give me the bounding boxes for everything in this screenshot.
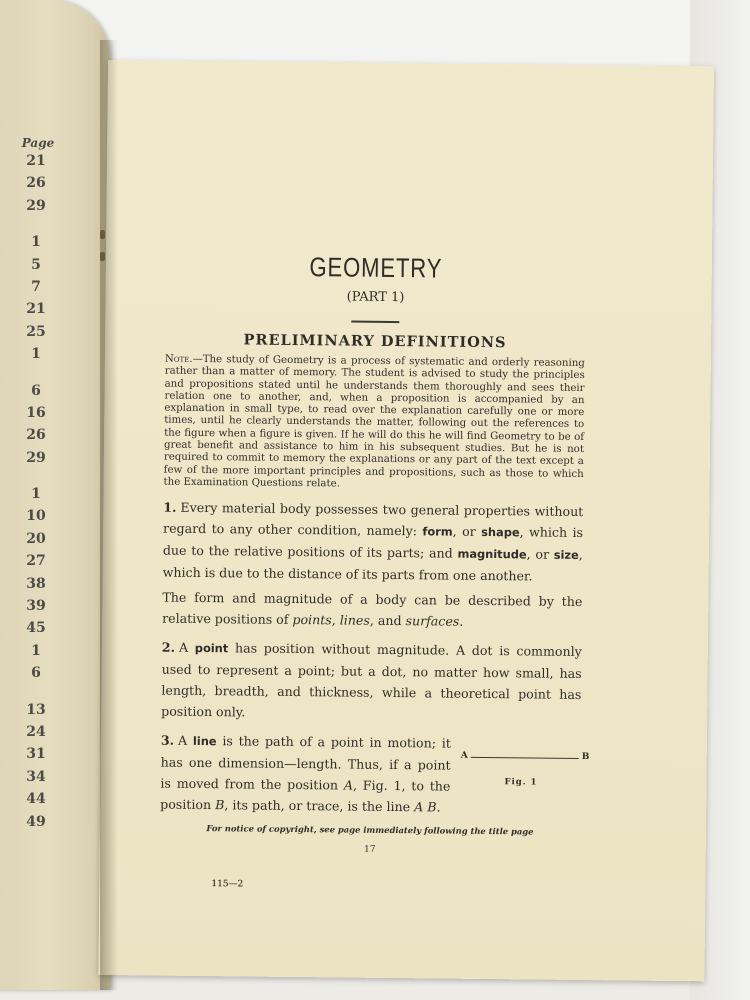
definition-1-continued [162,587,582,633]
page-number: 38 [26,575,46,592]
text: , or [526,546,554,562]
term-shape: shape [481,525,520,540]
text: The form and magnitude of a body can be described by the relative positions of [162,589,583,628]
term-lines: lines [339,612,370,629]
page-number-gap [14,366,58,380]
copyright-notice: For notice of copyright, see page immediately following the title page [206,823,534,837]
figure-label-a: A [460,750,468,762]
note-paragraph [164,354,585,494]
point-a-ref: A [343,777,354,793]
page-number: 49 [26,813,46,830]
text: , its path, or trace, is the line [224,797,415,815]
page-number: 7 [31,278,41,295]
figure-1 [460,751,589,802]
definition-3-number: 3. [160,732,175,748]
text: A [178,640,195,656]
page-number: 39 [26,598,46,615]
definition-1-number: 1. [163,499,177,516]
definition-2-number: 2. [161,639,176,655]
page-number: 26 [26,427,46,444]
signature-mark: 115—2 [211,879,244,890]
right-page [98,60,714,981]
page-subtitle: (PART 1) [346,289,405,306]
page-number: 29 [26,449,46,466]
page-number: 10 [26,508,46,525]
term-magnitude: magnitude [457,546,527,562]
text: . [436,799,441,815]
page-number: 1 [31,486,41,503]
left-page-numbers [14,136,58,833]
figure-line-ab [471,757,579,759]
term-points: points [292,612,332,628]
line-ab-ref: A B [414,799,437,815]
page-number: 6 [31,382,41,399]
binding-thread [100,252,105,261]
text: , which is due to the relative positions of its parts; and [162,524,584,561]
text: , [331,612,340,628]
text: , which is due to the distance of its parts from one another. [162,547,583,584]
section-heading: PRELIMINARY DEFINITIONS [243,331,507,352]
page-number-gap [14,685,58,699]
term-size: size [553,547,579,563]
page-number: 44 [26,791,46,808]
page-number: 1 [31,642,41,659]
page-number: 13 [26,701,46,718]
text: A [177,733,194,749]
page-number: 21 [26,301,46,318]
page-number: 27 [26,553,46,570]
term-form: form [422,524,453,539]
page-content [160,251,590,858]
page-number: 16 [26,404,46,421]
text: has position without magnitude. A dot is commonly used to represent a point; but a dot, no matter how small, has length, breadth, and thickness, while a theoretical point has position only. [161,640,582,720]
page-number: 26 [26,175,46,192]
book-gutter [100,40,118,990]
definition-1 [163,497,584,587]
note-text: —The study of Geometry is a process of systematic and orderly reasoning rather than a matter of memory. The student is advised to study the principles and propositions stated until he understands them thoroughly and sees their relation one to another, and, when a proposition is accompanied by an explanation in small type, to read over the explanation carefully one or more times, until he clearly understands the matter, following out the references to the figure when a figure is given. If he will do this he will find Geometry to be of great benefit and assistance to him in his subsequent studies. But he is not required to commit to memory the explanations or any part of the text except a few of the more important principles and propositions, such as those to which the Examination Questions relate. [163,353,585,490]
page-folio: 17 [363,844,376,856]
term-line: line [192,734,217,749]
page-number: 34 [26,768,46,785]
page-number: 5 [31,256,41,273]
page-number: 25 [26,323,46,340]
page-number: 1 [31,346,41,363]
page-number: 20 [26,530,46,547]
definition-3 [160,730,451,818]
figure-caption: Fig. 1 [504,777,538,788]
text: , Fig. 1, to the position [160,777,451,813]
page-title: GEOMETRY [309,252,443,284]
page-number: 29 [26,197,46,214]
page-number: 21 [26,153,46,169]
page-number: 31 [26,746,46,763]
page-number: 1 [31,234,41,251]
text: Every material body possesses two general properties without regard to any other condition, namely: [163,500,584,539]
term-point: point [194,641,229,656]
page-number-gap [14,469,58,483]
definition-2 [161,637,582,726]
page-number-list [14,150,58,833]
page-number: 45 [26,620,46,637]
point-b-ref: B [215,797,225,813]
title-rule [351,321,399,324]
text: . [459,613,464,630]
figure-label-b: B [581,752,590,763]
binding-thread [100,230,105,239]
note-label: Note. [164,353,193,365]
page-column-header: Page [21,136,55,150]
text: , and [369,613,406,629]
definition-3-block [160,730,590,819]
term-surfaces: surfaces [405,613,460,629]
page-number: 6 [31,665,41,682]
text: , or [452,523,482,540]
page-number: 24 [26,723,46,740]
text: is the path of a point in motion; it has one dimension—length. Thus, if a point is moved from the position [160,733,451,793]
page-number-gap [14,217,58,231]
